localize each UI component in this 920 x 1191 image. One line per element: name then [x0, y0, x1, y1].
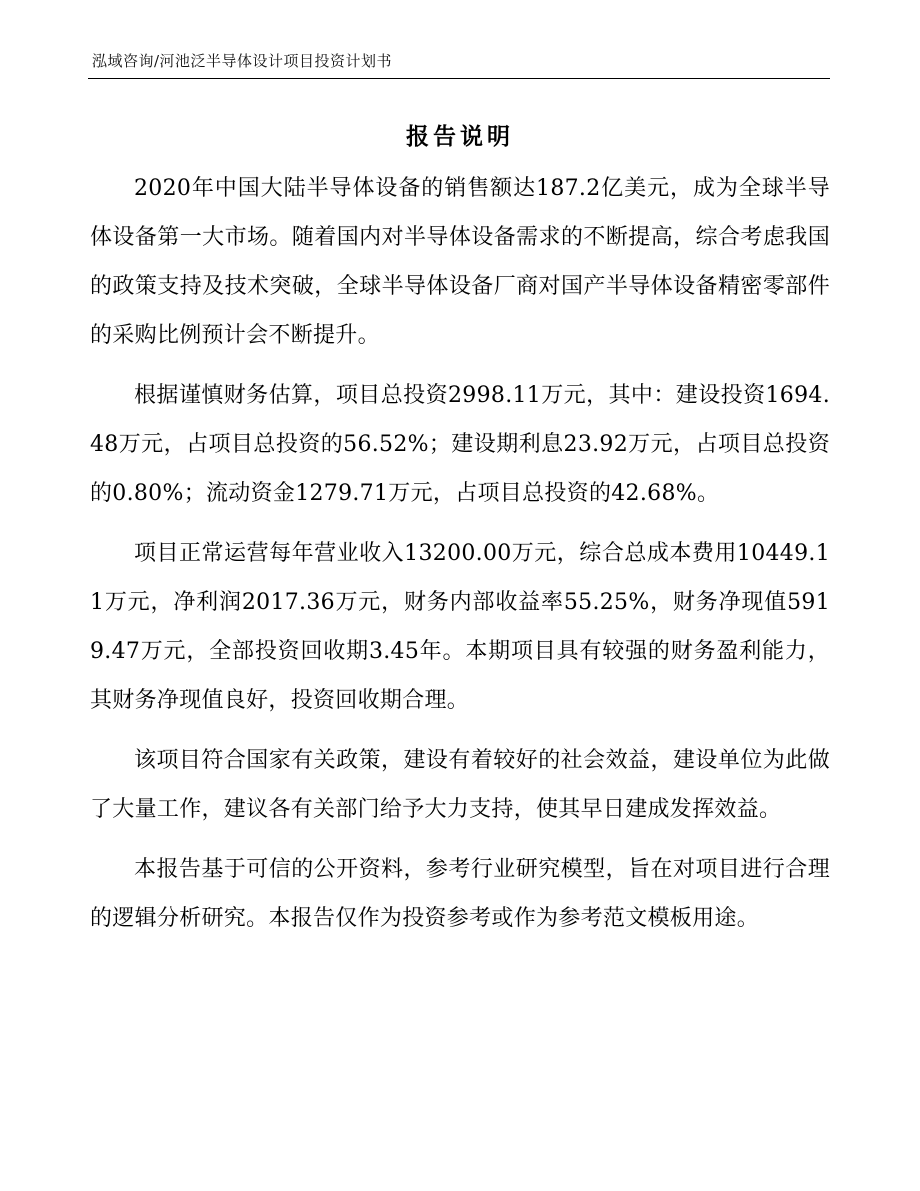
paragraph-policy: 该项目符合国家有关政策，建设有着较好的社会效益，建设单位为此做了大量工作，建议各有关部门给予大力支持，使其早日建成发挥效益。 [90, 748, 830, 822]
paragraph-revenue: 项目正常运营每年营业收入13200.00万元，综合总成本费用10449.11万元，净利润2017.36万元，财务内部收益率55.25%，财务净现值5919.47万元，全部投资回收期3.45年。本期项目具有较强的财务盈利能力，其财务净现值良好，投资回收期合理。 [90, 541, 830, 713]
body-text [90, 164, 830, 943]
paragraph-investment: 根据谨慎财务估算，项目总投资2998.11万元，其中：建设投资1694.48万元，占项目总投资的56.52%；建设期利息23.92万元，占项目总投资的0.80%；流动资金1279.71万元，占项目总投资的42.68%。 [90, 383, 830, 506]
paragraph-market: 2020年中国大陆半导体设备的销售额达187.2亿美元，成为全球半导体设备第一大市场。随着国内对半导体设备需求的不断提高，综合考虑我国的政策支持及技术突破，全球半导体设备厂商对国产半导体设备精密零部件的采购比例预计会不断提升。 [90, 176, 830, 348]
section-title: 报告说明 [406, 123, 514, 150]
paragraph-disclaimer: 本报告基于可信的公开资料，参考行业研究模型，旨在对项目进行合理的逻辑分析研究。本报告仅作为投资参考或作为参考范文模板用途。 [90, 857, 830, 931]
header-divider [88, 78, 830, 79]
running-header: 泓域咨询/河池泛半导体设计项目投资计划书 [92, 52, 393, 70]
